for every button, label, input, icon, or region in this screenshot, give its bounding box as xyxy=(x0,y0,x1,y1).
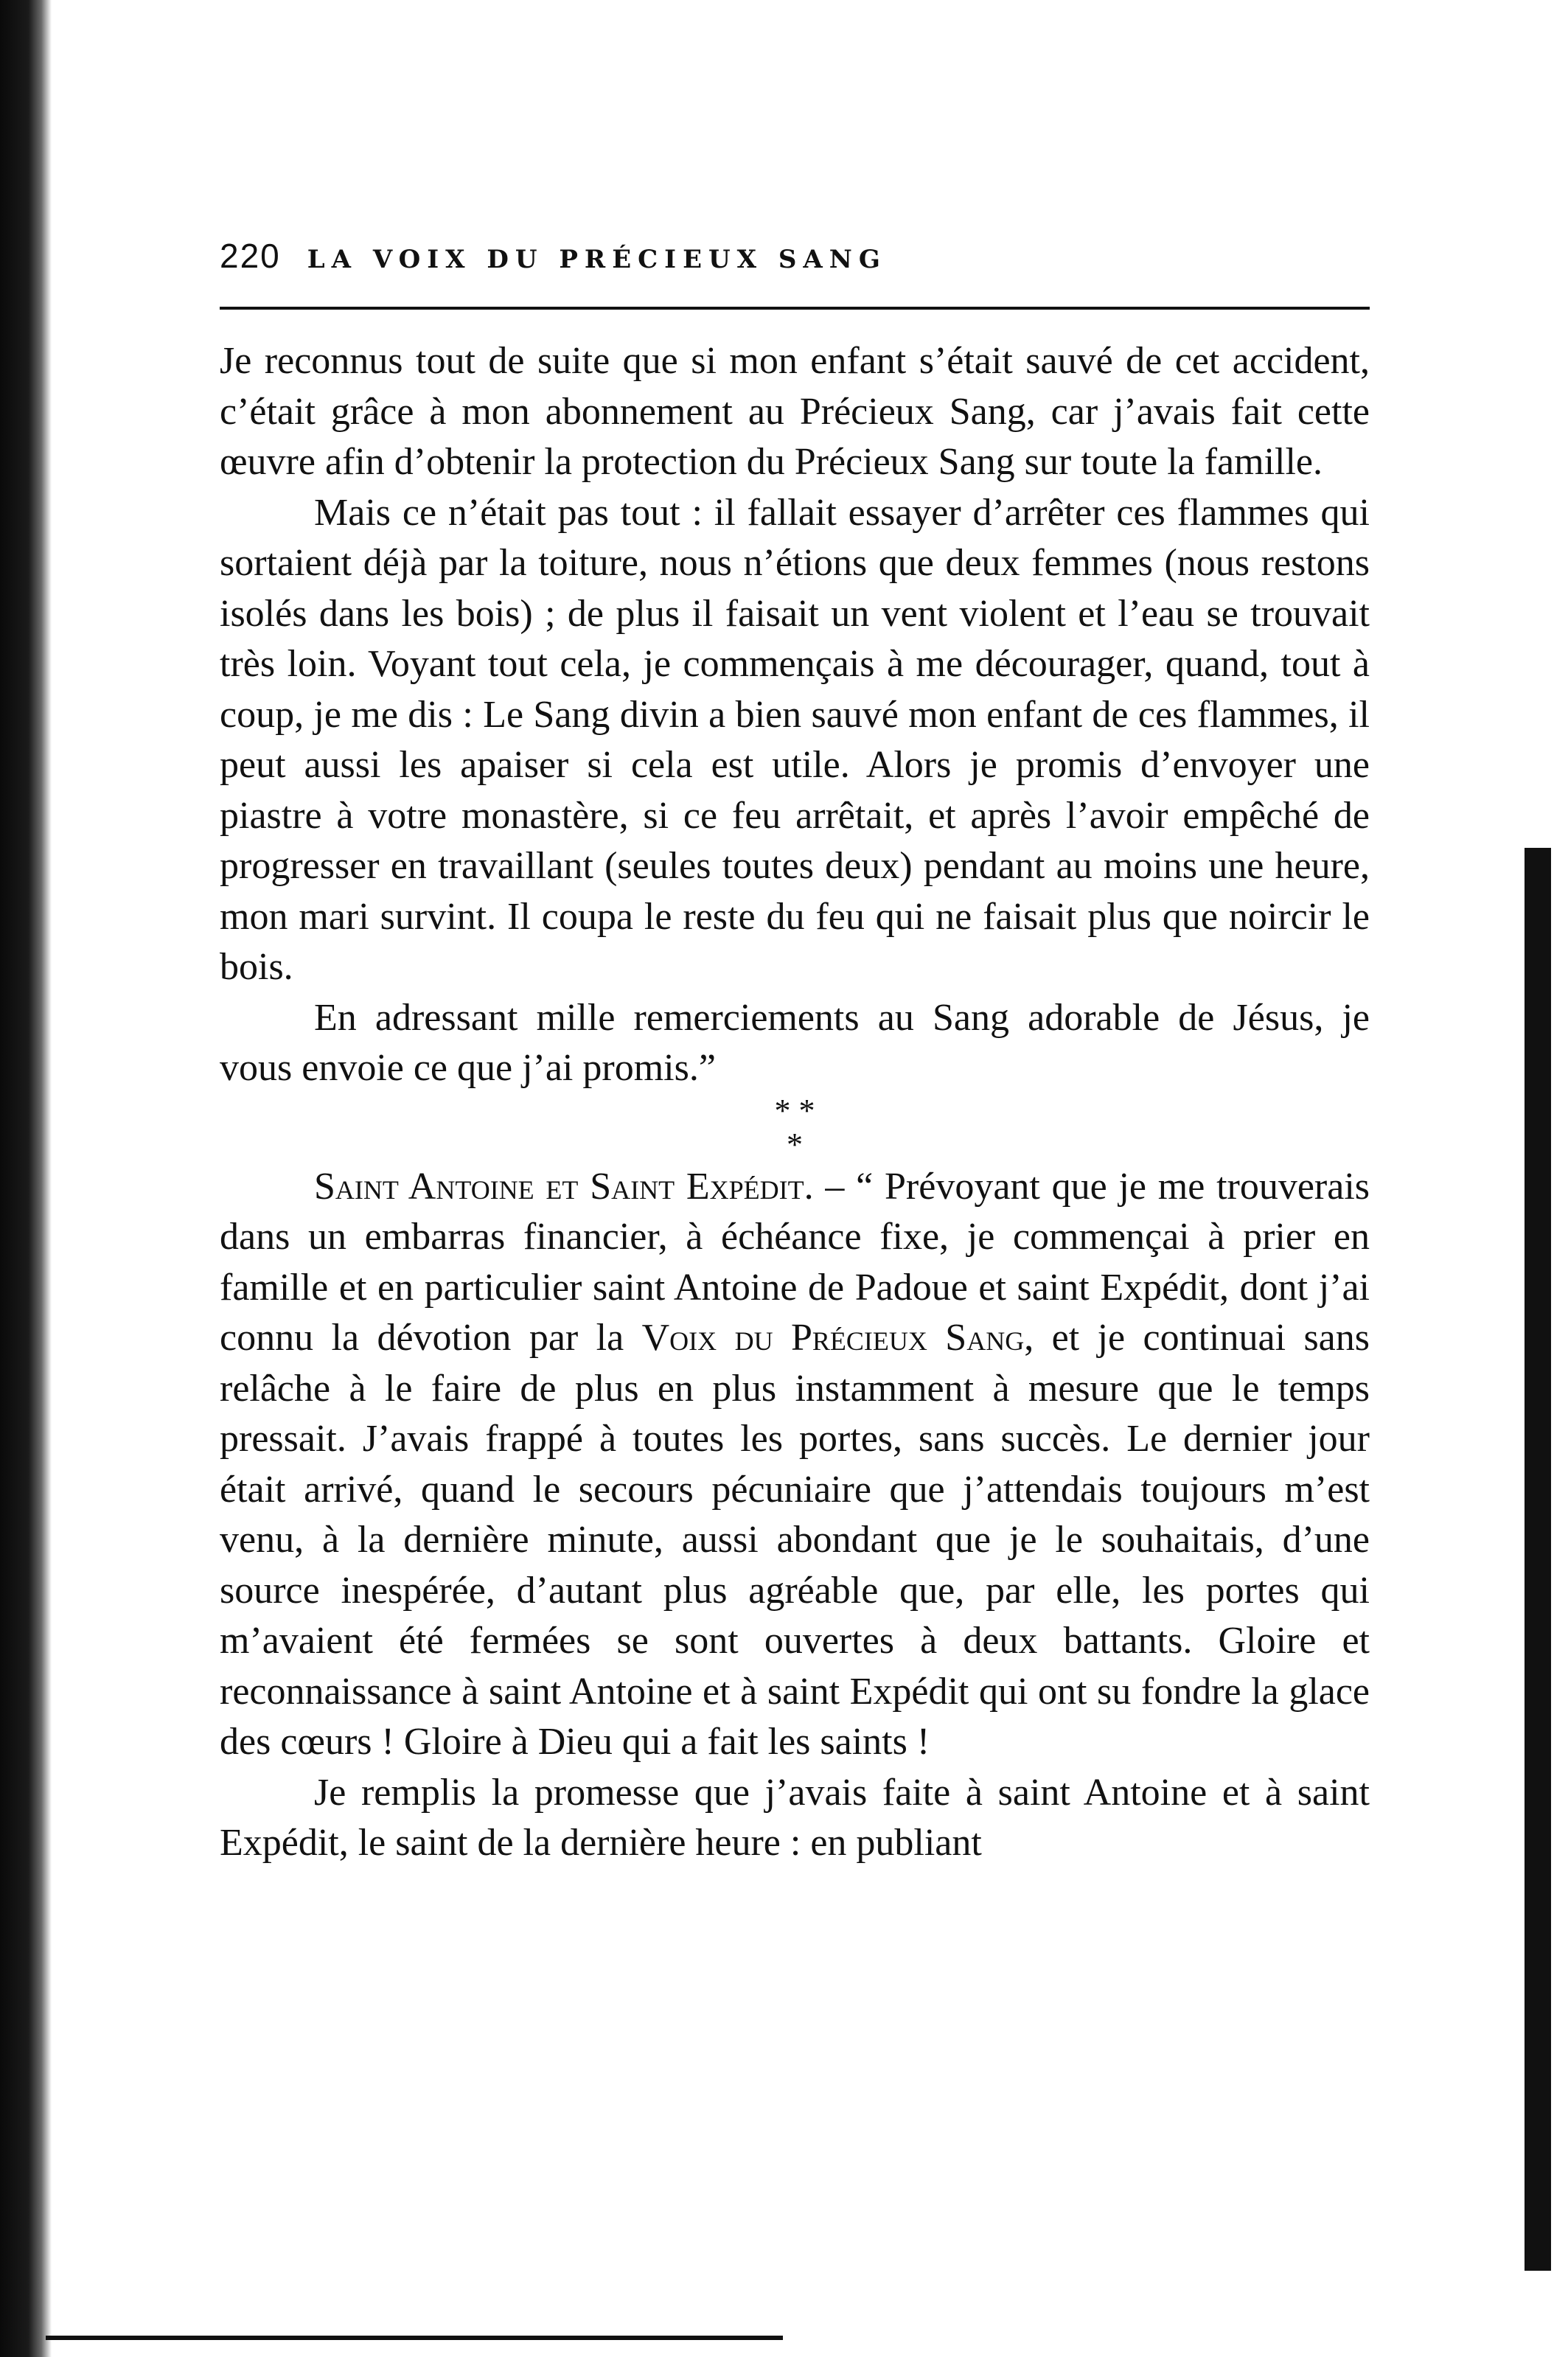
page-bottom-edge xyxy=(46,2336,783,2340)
paragraph-5: Je remplis la promesse que j’avais faite à saint Antoine et à saint Expédit, le saint de la dernière heure : en publiant xyxy=(220,1771,1370,1864)
paragraph-3: En adressant mille remerciements au Sang adorable de Jésus, je vous envoie ce que j’ai promis.” xyxy=(220,996,1370,1089)
asterism-top: * * xyxy=(774,1092,815,1129)
asterism-divider xyxy=(220,1094,1370,1162)
paragraph-2: Mais ce n’était pas tout : il fallait essayer d’arrêter ces flammes qui sortaient déjà par la toiture, nous n’étions que deux femmes (nous restons isolés dans les bois) ; de plus il faisait un vent violent et l’eau se trouvait très loin. Voyant tout cela, je commençais à me décourager, quand, tout à coup, je me dis : Le Sang divin a bien sauvé mon enfant de ces flammes, il peut aussi les apaiser si cela est utile. Alors je promis d’envoyer une piastre à votre monastère, si ce feu arrêtait, et après l’avoir empêché de progresser en travaillant (seules toutes deux) pendant au moins une heure, mon mari survint. Il coupa le reste du feu qui ne faisait plus que noircir le bois. xyxy=(220,491,1370,988)
header-rule xyxy=(220,307,1370,310)
asterism-bottom: * xyxy=(787,1126,803,1163)
book-binding-edge xyxy=(0,0,52,2357)
scan-edge-shadow xyxy=(1525,848,1551,2271)
running-head xyxy=(220,236,1370,288)
paragraph-1: Je reconnus tout de suite que si mon enfant s’était sauvé de cet accident, c’était grâce à mon abonnement au Précieux Sang, car j’avais fait cette œuvre afin d’obtenir la protection du Précieux Sang sur toute la famille. xyxy=(220,340,1370,483)
journal-title: Voix du Précieux Sang xyxy=(641,1317,1025,1359)
book-page xyxy=(220,236,1370,1869)
page-number: 220 xyxy=(220,237,281,275)
running-title: LA VOIX DU PRÉCIEUX SANG xyxy=(307,245,887,274)
section-heading: Saint Antoine et Saint Expédit. xyxy=(314,1165,814,1208)
paragraph-4 xyxy=(220,1162,1370,1768)
paragraph-4-rest: , et je continuai sans relâche à le faire de plus en plus instamment à mesure que le temps pressait. J’avais frappé à toutes les portes, sans succès. Le dernier jour était arrivé, quand le secours pécuniaire que j’attendais toujours m’est venu, à la dernière minute, aussi abondant que je le souhaitais, d’une source inespérée, d’autant plus agréable que, par elle, les portes qui m’avaient été fermées se sont ouvertes à deux battants. Gloire et reconnaissance à saint Antoine et à saint Expédit qui ont su fondre la glace des cœurs ! Gloire à Dieu qui a fait les saints ! xyxy=(220,1317,1370,1763)
body-text xyxy=(220,336,1370,1869)
paragraph-4-text: – “ Prévoyant que je me trouverais dans un embarras financier, à échéance fixe, je commençai à prier en famille et en particulier saint Antoine de Padoue et saint Expédit, dont j’ai connu la dévotion par la xyxy=(220,1165,1370,1359)
